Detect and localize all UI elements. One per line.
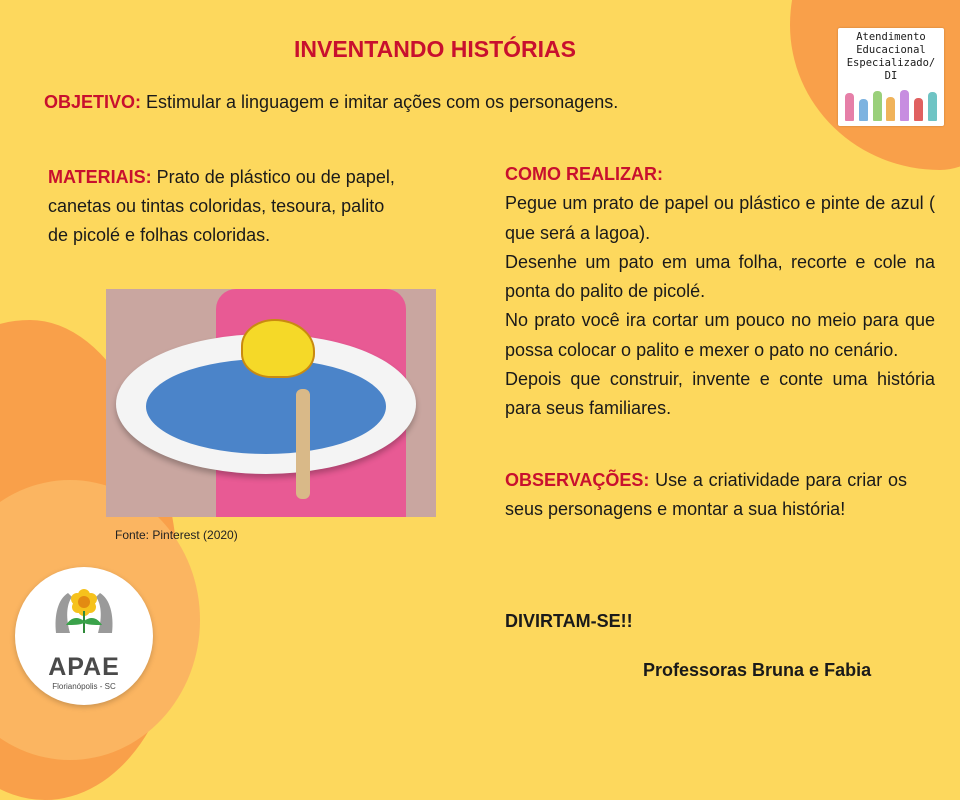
how-to-section	[505, 160, 935, 424]
logo-city: Florianópolis - SC	[52, 682, 116, 691]
badge-line: Atendimento	[856, 31, 926, 43]
children-drawing-icon	[845, 87, 937, 121]
logo-name: APAE	[48, 653, 120, 681]
observations-label: OBSERVAÇÕES:	[505, 470, 650, 490]
objective-text: Estimular a linguagem e imitar ações com os personagens.	[141, 92, 619, 112]
how-to-label: COMO REALIZAR:	[505, 164, 663, 184]
photo-stick	[296, 389, 310, 499]
how-to-step: Desenhe um pato em uma folha, recorte e cole na ponta do palito de picolé.	[505, 251, 935, 302]
badge-line: Especializado/ DI	[846, 57, 936, 82]
objective	[44, 92, 618, 113]
badge-line: Educacional	[856, 44, 926, 56]
observations-text: Use a criatividade para criar os seus personagens e montar a sua história!	[505, 470, 907, 520]
how-to-step: Pegue um prato de papel ou plástico e pinte de azul ( que será a lagoa).	[505, 193, 935, 243]
objective-label: OBJETIVO:	[44, 92, 142, 112]
page-title: INVENTANDO HISTÓRIAS	[294, 36, 576, 62]
image-source: Fonte: Pinterest (2020)	[115, 528, 238, 542]
sunflower-hands-icon	[52, 585, 116, 635]
observations	[505, 466, 907, 525]
aee-badge	[838, 28, 944, 126]
duck-plate-photo	[106, 289, 436, 517]
apae-logo	[15, 567, 153, 705]
how-to-step: No prato você ira cortar um pouco no meio para que possa colocar o palito e mexer o pato no cenário.	[505, 310, 935, 360]
signature: Professoras Bruna e Fabia	[643, 660, 872, 680]
materials-label: MATERIAIS:	[48, 167, 152, 187]
closing-text: DIVIRTAM-SE!!	[505, 611, 633, 631]
how-to-step: Depois que construir, invente e conte uma história para seus familiares.	[505, 369, 935, 419]
materials-text: Prato de plástico ou de papel, canetas ou tintas coloridas, tesoura, palito de picolé e folhas coloridas.	[48, 167, 395, 245]
materials	[48, 163, 408, 250]
